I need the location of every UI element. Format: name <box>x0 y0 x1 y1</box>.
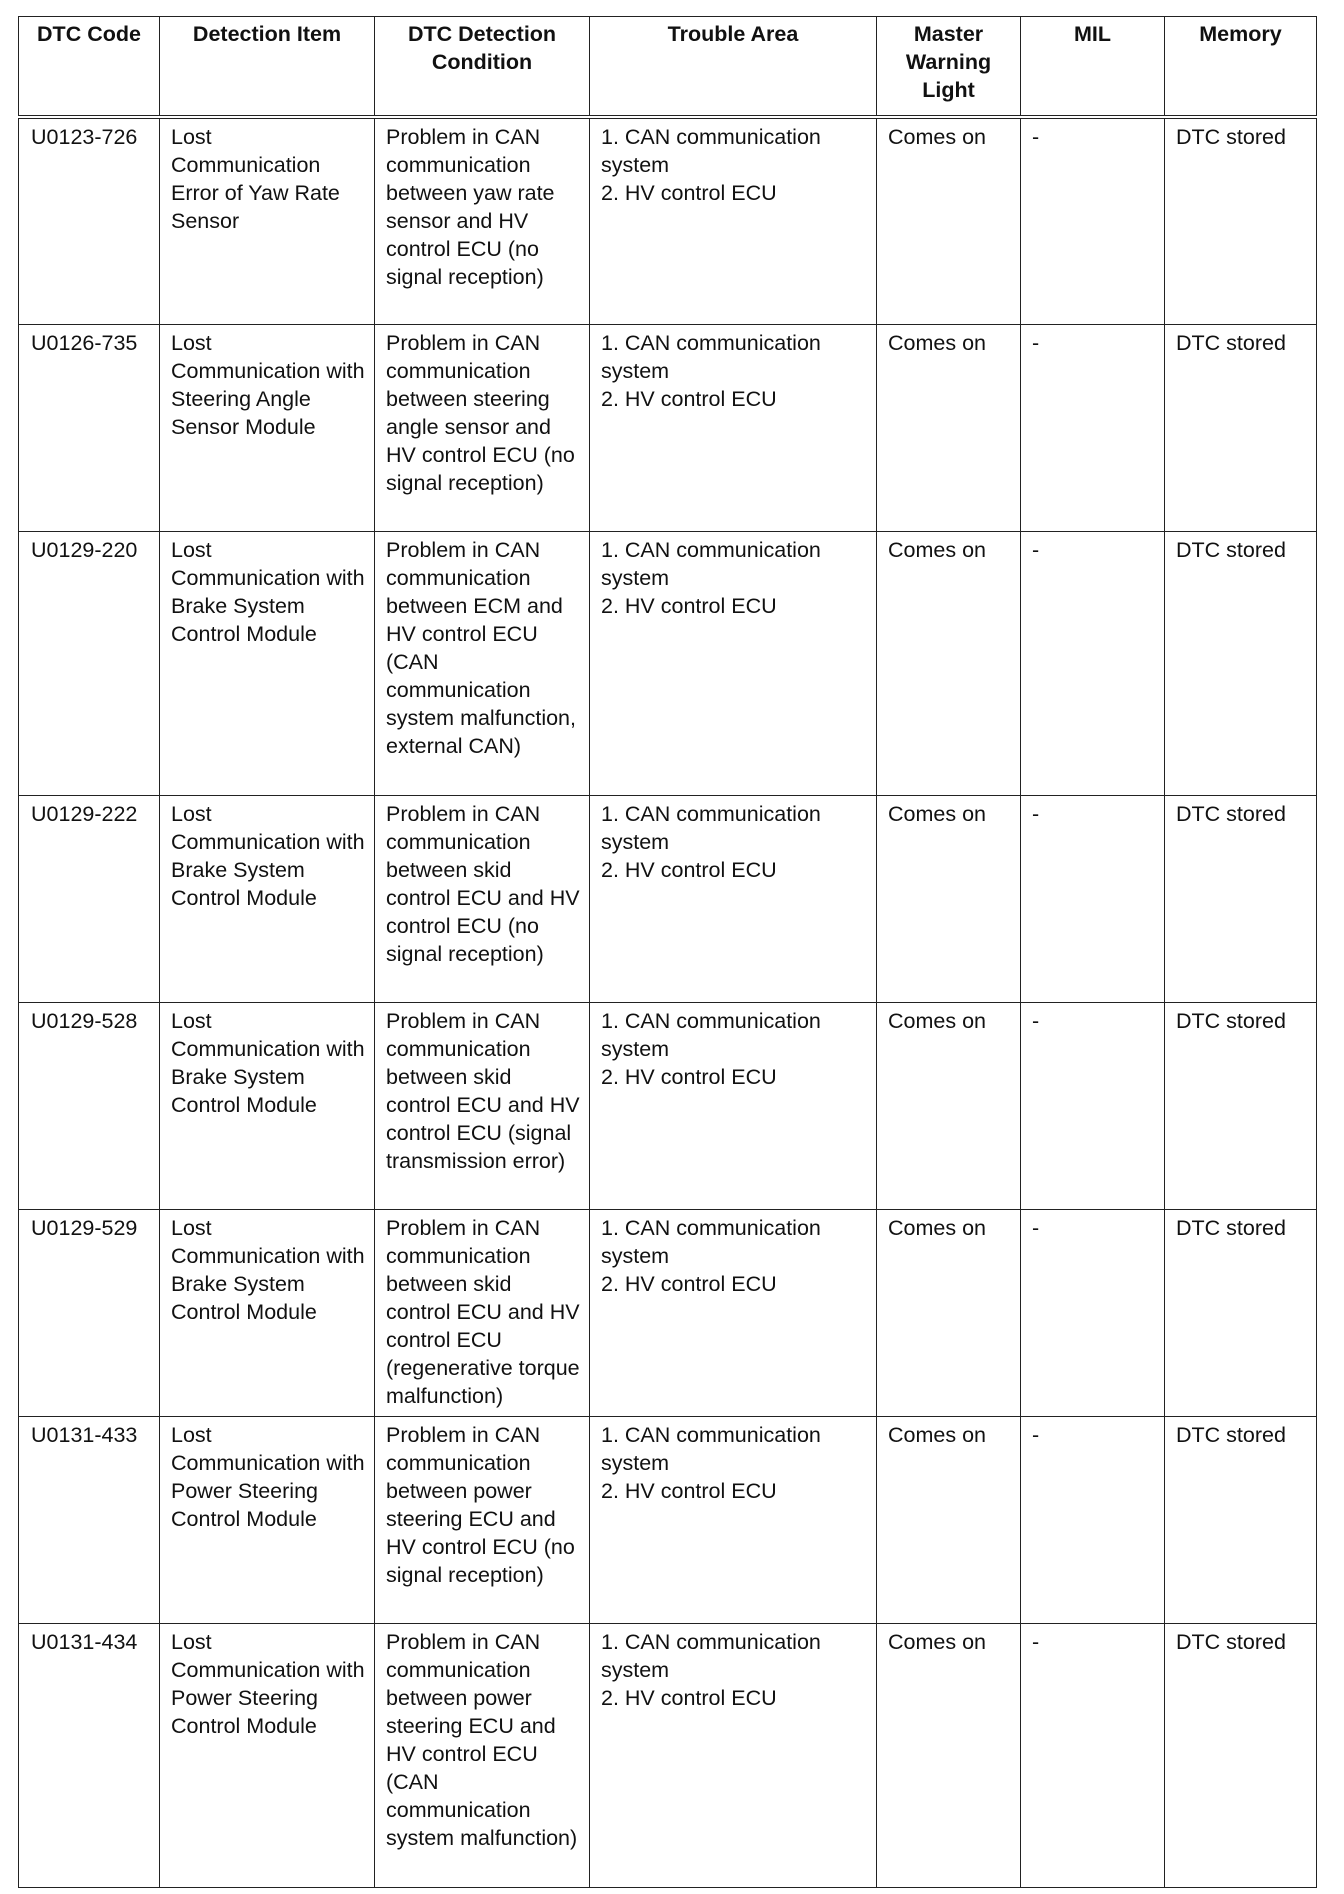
trouble-area-cell <box>590 117 877 324</box>
dtc-code-cell: U0129-528 <box>19 1002 160 1209</box>
dtc-code-cell: U0129-529 <box>19 1209 160 1416</box>
trouble-area-line-2: 2. HV control ECU <box>601 593 777 618</box>
header-trouble-area: Trouble Area <box>590 17 877 118</box>
table-row <box>19 1623 1317 1887</box>
trouble-area-cell <box>590 324 877 531</box>
table-header <box>19 17 1317 118</box>
trouble-area-line-2: 2. HV control ECU <box>601 181 777 205</box>
header-row <box>19 17 1317 118</box>
detection-condition-cell: Problem in CAN communication between skid control ECU and HV control ECU (no signal reception) <box>375 795 590 1002</box>
detection-condition-cell: Problem in CAN communication between steering angle sensor and HV control ECU (no signal reception) <box>375 324 590 531</box>
table-row <box>19 117 1317 324</box>
detection-item-cell: Lost Communication with Brake System Control Module <box>160 1002 375 1209</box>
memory-cell: DTC stored <box>1165 117 1317 324</box>
master-warning-cell: Comes on <box>877 117 1021 324</box>
detection-item-cell: Lost Communication with Power Steering Control Module <box>160 1623 375 1887</box>
detection-condition-cell: Problem in CAN communication between ECM and HV control ECU (CAN communication system malfunction, external CAN) <box>375 531 590 795</box>
detection-item-cell: Lost Communication with Brake System Control Module <box>160 795 375 1002</box>
detection-item-cell: Lost Communication Error of Yaw Rate Sensor <box>160 117 375 324</box>
table-row <box>19 324 1317 531</box>
trouble-area-line-1: 1. CAN communication system <box>601 1215 821 1268</box>
table-body <box>19 117 1317 1887</box>
table-row <box>19 1209 1317 1416</box>
mil-cell: - <box>1021 324 1165 531</box>
dtc-code-cell: U0131-434 <box>19 1623 160 1887</box>
memory-cell: DTC stored <box>1165 1623 1317 1887</box>
trouble-area-cell <box>590 1416 877 1623</box>
detection-condition-cell: Problem in CAN communication between yaw rate sensor and HV control ECU (no signal reception) <box>375 117 590 324</box>
dtc-code-cell: U0131-433 <box>19 1416 160 1623</box>
header-detection-condition: DTC Detection Condition <box>375 17 590 118</box>
detection-condition-cell: Problem in CAN communication between power steering ECU and HV control ECU (CAN communication system malfunction) <box>375 1623 590 1887</box>
dtc-code-cell: U0123-726 <box>19 117 160 324</box>
trouble-area-line-1: 1. CAN communication system <box>601 125 821 177</box>
trouble-area-line-2: 2. HV control ECU <box>601 1685 777 1710</box>
mil-cell: - <box>1021 1209 1165 1416</box>
trouble-area-line-2: 2. HV control ECU <box>601 386 777 411</box>
detection-condition-cell: Problem in CAN communication between skid control ECU and HV control ECU (signal transmission error) <box>375 1002 590 1209</box>
mil-cell: - <box>1021 1002 1165 1209</box>
mil-cell: - <box>1021 795 1165 1002</box>
dtc-document-page <box>18 16 1316 1888</box>
header-master-warning-light: Master Warning Light <box>877 17 1021 118</box>
dtc-code-cell: U0126-735 <box>19 324 160 531</box>
memory-cell: DTC stored <box>1165 1002 1317 1209</box>
detection-item-cell: Lost Communication with Power Steering Control Module <box>160 1416 375 1623</box>
table-row <box>19 1002 1317 1209</box>
trouble-area-cell <box>590 795 877 1002</box>
trouble-area-cell <box>590 1623 877 1887</box>
header-mil: MIL <box>1021 17 1165 118</box>
master-warning-cell: Comes on <box>877 1209 1021 1416</box>
mil-cell: - <box>1021 117 1165 324</box>
detection-item-cell: Lost Communication with Brake System Control Module <box>160 1209 375 1416</box>
mil-cell: - <box>1021 1416 1165 1623</box>
table-row <box>19 795 1317 1002</box>
trouble-area-line-1: 1. CAN communication system <box>601 1422 821 1475</box>
trouble-area-line-1: 1. CAN communication system <box>601 1008 821 1061</box>
memory-cell: DTC stored <box>1165 1209 1317 1416</box>
table-row <box>19 531 1317 795</box>
master-warning-cell: Comes on <box>877 324 1021 531</box>
memory-cell: DTC stored <box>1165 324 1317 531</box>
trouble-area-cell <box>590 1002 877 1209</box>
trouble-area-cell <box>590 1209 877 1416</box>
trouble-area-line-1: 1. CAN communication system <box>601 537 821 590</box>
table-row <box>19 1416 1317 1623</box>
trouble-area-line-2: 2. HV control ECU <box>601 1271 777 1296</box>
trouble-area-line-2: 2. HV control ECU <box>601 1478 777 1503</box>
master-warning-cell: Comes on <box>877 1623 1021 1887</box>
memory-cell: DTC stored <box>1165 1416 1317 1623</box>
detection-condition-cell: Problem in CAN communication between power steering ECU and HV control ECU (no signal reception) <box>375 1416 590 1623</box>
master-warning-cell: Comes on <box>877 531 1021 795</box>
header-detection-item: Detection Item <box>160 17 375 118</box>
trouble-area-line-1: 1. CAN communication system <box>601 801 821 854</box>
master-warning-cell: Comes on <box>877 1416 1021 1623</box>
memory-cell: DTC stored <box>1165 531 1317 795</box>
detection-condition-cell: Problem in CAN communication between skid control ECU and HV control ECU (regenerative torque malfunction) <box>375 1209 590 1416</box>
dtc-code-cell: U0129-222 <box>19 795 160 1002</box>
trouble-area-cell <box>590 531 877 795</box>
trouble-area-line-2: 2. HV control ECU <box>601 1064 777 1089</box>
detection-item-cell: Lost Communication with Brake System Control Module <box>160 531 375 795</box>
mil-cell: - <box>1021 1623 1165 1887</box>
mil-cell: - <box>1021 531 1165 795</box>
dtc-table <box>18 16 1317 1888</box>
memory-cell: DTC stored <box>1165 795 1317 1002</box>
master-warning-cell: Comes on <box>877 1002 1021 1209</box>
header-memory: Memory <box>1165 17 1317 118</box>
trouble-area-line-1: 1. CAN communication system <box>601 1629 821 1682</box>
dtc-code-cell: U0129-220 <box>19 531 160 795</box>
header-dtc-code: DTC Code <box>19 17 160 118</box>
trouble-area-line-2: 2. HV control ECU <box>601 857 777 882</box>
master-warning-cell: Comes on <box>877 795 1021 1002</box>
detection-item-cell: Lost Communication with Steering Angle Sensor Module <box>160 324 375 531</box>
trouble-area-line-1: 1. CAN communication system <box>601 330 821 383</box>
